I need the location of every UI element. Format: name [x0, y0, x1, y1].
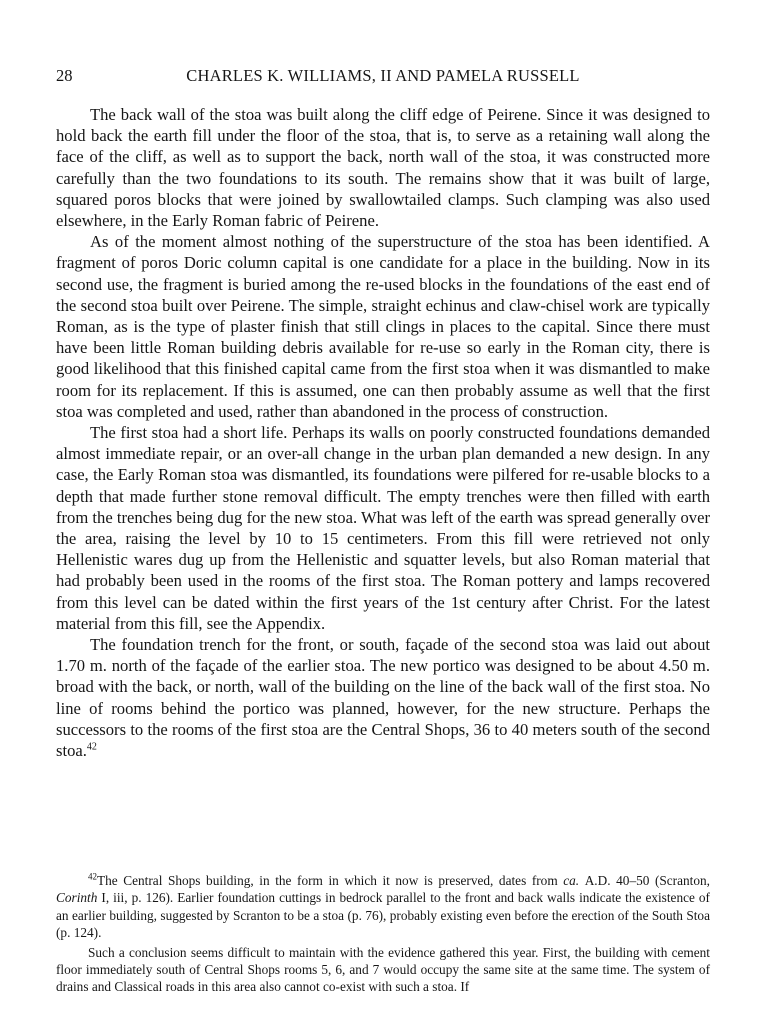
paragraph-1: The back wall of the stoa was built along the cliff edge of Peirene. Since it was designed to hold back the earth fill under the floor of the stoa, that is, to serve as a retaining wall along the face of the cliff, as well as to support the back, north wall of the stoa, it was constructed more carefully than the two foundations to its south. The remains show that it was built of large, squared poros blocks that were joined by swallowtailed clamps. Such clamping was also used elsewhere, in the Early Roman fabric of Peirene.: [56, 105, 710, 231]
footnote-citation-title: Corinth: [56, 890, 98, 906]
page-number: 28: [56, 66, 73, 85]
footnote-42: [56, 872, 710, 942]
paragraph-4: [56, 634, 710, 761]
footnote-number: 42: [88, 871, 97, 882]
footnote-text: 40–50 (Scranton,: [616, 873, 710, 888]
paragraph-2: As of the moment almost nothing of the superstructure of the stoa has been identified. A fragment of poros Doric column capital is one candidate for a place in the building. Now in its second use, the fragment is buried among the re-used blocks in the foundations of the east end of the second stoa built over Peirene. The simple, straight echinus and claw-chisel work are typically Roman, as is the type of plaster finish that still clings in places to the capital. Since there must have been little Roman building debris available for re-use so early in the Roman city, there is good likelihood that this finished capital came from the first stoa when it was dismantled to make room for its replacement. If this is assumed, one can then probably assume as well that the first stoa was completed and used, rather than abandoned in the process of construction.: [56, 232, 710, 421]
footnotes: [56, 872, 710, 998]
footnote-text: I, iii, p. 126). Earlier foundation cuttings in bedrock parallel to the front and back walls indicate the existence of an earlier building, suggested by Scranton to be a stoa (p. 76), probably existing even before the erection of the South Stoa (p. 124).: [56, 890, 710, 941]
footnote-42-continued: Such a conclusion seems difficult to maintain with the evidence gathered this year. First, the building with cement floor immediately south of Central Shops rooms 5, 6, and 7 would occupy the same site at the same time. The system of drains and Classical roads in this area also cannot co-exist with such a stoa. If: [56, 944, 710, 995]
footnote-abbrev-ca: ca.: [563, 873, 580, 888]
footnote-ref-42[interactable]: 42: [86, 741, 97, 753]
paragraph-3: The first stoa had a short life. Perhaps its walls on poorly constructed foundations demanded almost immediate repair, or an over-all change in the urban plan demanded a new design. In any case, the Early Roman stoa was dismantled, its foundations were pilfered for re-usable blocks to a depth that made further stone removal difficult. The empty trenches were then filled with earth from the trenches being dug for the new stoa. What was left of the earth was spread generally over the area, raising the level by 10 to 15 centimeters. From this fill were retrieved not only Hellenistic wares dug up from the Hellenistic and squatter levels, but also Roman material that had probably been used in the rooms of the first stoa. The Roman pottery and lamps recovered from this level can be dated within the first years of the 1st century after Christ. For the latest material from this fill, see the Appendix.: [56, 423, 710, 633]
running-head: CHARLES K. WILLIAMS, II AND PAMELA RUSSELL: [186, 66, 580, 85]
paragraph-4-text: The foundation trench for the front, or south, façade of the second stoa was laid out about 1.70 m. north of the façade of the earlier stoa. The new portico was designed to be about 4.50 m. broad with the back, or north, wall of the building on the line of the back wall of the first stoa. No line of rooms behind the portico was planned, however, for the new structure. Perhaps the successors to the rooms of the first stoa are the Central Shops, 36 to 40 meters south of the second stoa.: [56, 635, 710, 761]
page-header: [56, 66, 710, 86]
footnote-era: A.D.: [584, 873, 611, 888]
footnote-text: The Central Shops building, in the form in which it now is preserved, dates from: [97, 873, 558, 888]
body-text: [56, 104, 710, 761]
